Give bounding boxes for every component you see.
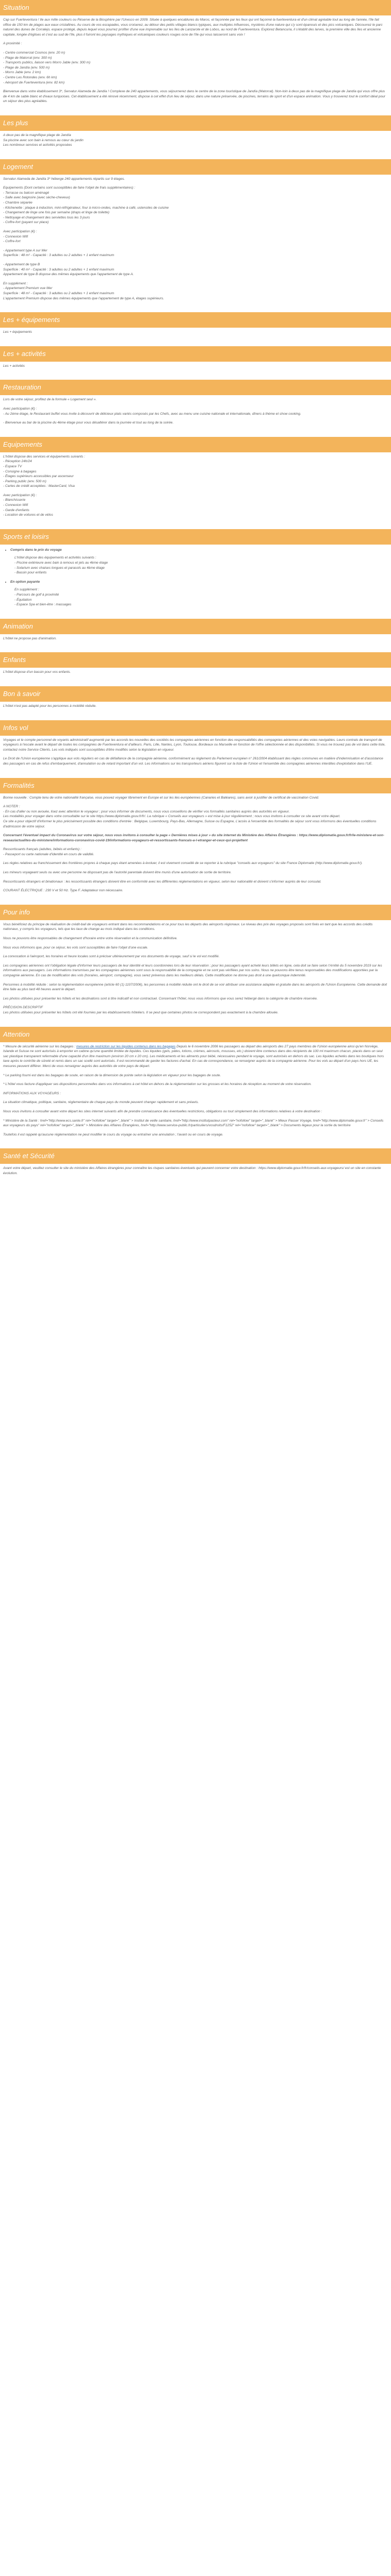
- attention-p3: * L'hôtel vous facture d'appliquer ses dispositions personnelles dans vos informations à cet hôtel en dehors de la réglementation sur les grosses et les horaires de réception au moment de votre réservation.: [3, 1082, 312, 1087]
- section-title-logement: Logement: [0, 159, 391, 175]
- pourinfo-p8: PRÉCISION DESCRIPTIF Les photos utilisées pour présenter les hôtels ont été fournies par les établissements hôteliers. Il se peut que certaines photos ne correspondent pas exactement à la chambre allouée.: [3, 1006, 279, 1014]
- section-title-attention: Attention: [0, 1027, 391, 1042]
- pourinfo-p1: Vous bénéficiez du principe de réalisation de crédit-bail de voyageurs entrant dans les recommandations et ce pour tous les départs des aéroports régionaux. Le niveau des prix des voyages proposés sont fixés en tant que les accords des crédits nationaux, y compris les voyageurs, tels que les taux de change au mois indiqué dans les conditions.: [3, 922, 373, 931]
- formalites-covid-note: Concernant l'éventuel impact du Coronavirus sur votre séjour, nous vous invitons à consulter la page « Dernières mises à jour » du site internet du Ministère des Affaires Étrangères :: [3, 834, 298, 838]
- sports-list: [3, 548, 388, 553]
- attention-bagages-link[interactable]: mesures de restriction sur les liquides contenus dans les bagages: [76, 1044, 176, 1048]
- situation-nearby-list: - Centre commercial Cosmos (env. 20 m) - Plage de Matorral (env. 300 m) - Transports publics, liaison vers Morro Jable (env. 300 m) - Plage de Jandía (env. 500 m) - Morro Jable (env. 2 km) - Centre Les Rotondes (env. 6h km) - Aéroport de Fuerteventura (env. 82 km): [3, 50, 91, 84]
- logement-p2: Equipements (Dont certains sont susceptibles de faire l'objet de frais supplémentaires) : - Terrasse ou balcon aménagé - Salle avec baignoire (avec sèche-cheveux) - Chambre séparée - Kitchenette : plaque à induction, mini-réfrigérateur, four à micro-ondes, machine à café, ustensiles de cuisine - Changement de linge une fois par semaine (draps et linge de toilette) - Nettoyage et changement des serviettes tous les 3 jours - Coffre-fort (payant sur place): [3, 186, 169, 225]
- logement-p6: En supplément : - Appartement Premium vue Mer Superficie : 48 m² - Capacité : 3 adultes ou 2 adultes + 1 enfant maximum L'appartement Premium dispose des mêmes équipements que l'appartement de type A, étages supérieurs.: [3, 281, 164, 300]
- infosvoyageurs-p4: Toutefois il est rappelé qu'aucune réglementation ne peut modifier le cours du voyage ou entraîner une annulation ; l'avant ou en cours de voyage.: [3, 1132, 223, 1137]
- section-title-equip: Les + équipements: [0, 312, 391, 328]
- restauration-p2: Avec participation (€) : - Au 2ème étage, le Restaurant buffet vous invite à découvrir de délicieux plats variés composés par les Chefs, avec au menu une cuisine nationale et internationale, dîners à thème et show cooking.: [3, 406, 301, 416]
- equipements-section: [0, 452, 391, 529]
- pourinfo-p3: Nous vous informons que, pour ce séjour, les vols sont susceptibles de faire l'objet d'une escale.: [3, 945, 149, 950]
- sports-included-text: L'hôtel dispose des équipements et activités suivants : - Piscine extérieure avec bain à remous et jets au 4ème étage - Solarium avec chaises longues et parasols au 4ème étage - Bassin pour enfants: [14, 556, 108, 575]
- formalites-p6: Les mineurs voyageant seuls ou avec une personne ne disposant pas de l'autorité parentale doivent être munis d'une autorisation de sortie de territoire.: [3, 871, 232, 875]
- attention-bagages-text: Depuis le 6 novembre 2006 les passagers au départ des aéroports des 27 pays membres de l'Union européenne ainsi qu'en Norvège, Islande et Suisse ne sont autorisés à emporter en cabine qu'une quantité limitée de liquides. Ces liquides (gels, pâtes, lotions, crèmes, aérosols, mousses, etc.) doivent être contenus dans des récipients de 100 ml maximum chacun, placés dans un seul sac plastique transparent refermable d'une capacité d'un litre maximum (environ 20 cm x 20 cm). Les médicaments et les aliments pour bébé, nécessaires pendant le voyage, sont autorisés en dehors du sac. Les liquides achetés dans les boutiques hors taxe après le contrôle de sûreté et remis dans un sac scellé sont autorisés. Il est recommandé de garder les factures d'achat. En cas de correspondance, se renseigner auprès de la compagnie aérienne. Pour les vols au départ d'un pays hors UE, les mesures peuvent différer. Merci de vous renseigner auprès des autorités de votre pays de départ.: [3, 1044, 384, 1068]
- sante-section: [0, 1164, 391, 1187]
- section-title-activ: Les + activités: [0, 346, 391, 362]
- equipements-p2: Avec participation (€) : - Blanchisserie - Connexion Wifi - Garde d'enfants - Location de voitures et de vélos: [3, 493, 53, 517]
- infovol-p2: Le Droit de l'Union européenne s'applique aux vols réguliers en cas de défaillance de la compagnie aérienne, conformément au règlement du Parlement européen n° 261/2004 établissant des règles communes en matière d'indemnisation et d'assistance des passagers en cas de refus d'embarquement, d'annulation ou de retard important d'un vol. Les informations sur les transporteurs aériens figurent sur la liste de l'Union et l'ensemble des compagnies aériennes interdites d'exploitation dans l'UE.: [3, 757, 383, 766]
- enfants-text: L'hôtel dispose d'un bassin pour vos enfants.: [3, 670, 71, 674]
- section-title-enfants: Enfants: [0, 652, 391, 668]
- section-title-situation: Situation: [0, 0, 391, 15]
- formalites-p2: A NOTER : - En cas d'aller ou non avouée, lisez avec attention le voyageur ; pour vous informer de documents, nous vous conseillons de vérifier vos formalités sanitaires auprès des autorités en vigueur. Les modalités pour voyager dans votre consultable sur le site https://www.diplomatie.gouv.fr/fr/. La rubrique « Conseils aux voyageurs » est mise à jour régulièrement ; nous vous invitons à consulter ce site avant votre départ. Ce site a pour objectif d'informer le plus précisément possible des conditions d'entrée : Belgique, Luxembourg, Pays-Bas, Allemagne, Suisse ou Espagne, L'accès à l'ensemble des formalités de séjour sont vous informons des éventuelles conditions d'admission de votre séjour.: [3, 805, 377, 828]
- situation-hotel-text: Bienvenue dans votre établissement 3*, Servatur Alameda de Jandía ! Complexe de 240 appartements, vous séjournerez dans le centre de la zone touristique de Jandía (Matorral). Non-loin à deux pas de la magnifique plage de Jandía qui vous offre plus de 4 km de sable blanc et d'eaux turquoises. Cet établissement a été rénové récemment, dispose à cet effet d'un lieu de séjour, dans une nature préservée, de piscines, terrains de sport et d'un espace animation. Vous y trouverez tout le confort idéal pour un séjour des plus agréables.: [3, 90, 386, 104]
- equip-section: [0, 328, 391, 346]
- formalites-p4: Ressortissants français (adultes, bébés et enfants) : - Passeport ou carte nationale d'identité en cours de validité.: [3, 848, 94, 856]
- logement-p5: - Appartement de type B Superficie : 40 m² - Capacité : 3 adultes ou 2 adultes + 1 enfant maximum Appartement de type B dispose des mêmes équipements que l'appartement de type A.: [3, 263, 134, 277]
- pourinfo-p4: La convocation à l'aéroport, les horaires et heure locales sont à préciser ultérieurement par vos documents de voyage, sauf si le vol est modifié.: [3, 955, 220, 959]
- situation-nearby-label: A proximité :: [3, 42, 22, 46]
- section-title-sports: Sports et loisirs: [0, 529, 391, 545]
- activ-section: [0, 362, 391, 380]
- formalites-p8: COURANT ÉLECTRIQUE : 230 V et 50 Hz. Type F. Adaptateur non nécessaire.: [3, 889, 123, 893]
- restauration-p3: - Bienvenue au bar de la piscine du 4ème étage pour vous désaltérer dans la journée et tout au long de la soirée.: [3, 421, 174, 425]
- equipements-p1: L'hôtel dispose des services et équipements suivants : - Réception 24h/24 - Espace TV - Consigne à bagages - Étages supérieurs accessibles par ascenseur - Parking public (env. 500 m) - Cartes de crédit acceptées : MasterCard, Visa: [3, 454, 85, 488]
- animation-text: L'hôtel ne propose pas d'animation.: [3, 636, 57, 640]
- bonsavoir-text: L'hôtel n'est pas adapté pour les personnes à mobilité réduite.: [3, 704, 97, 708]
- plus-section: [0, 131, 391, 159]
- infovol-section: [0, 736, 391, 778]
- section-title-restauration: Restauration: [0, 380, 391, 395]
- bonsavoir-section: [0, 702, 391, 720]
- sports-option-label: • En option payante: [10, 580, 388, 585]
- pourinfo-p6: Personnes à mobilité réduite : selon la réglementation européenne (article 60 (1) 1107/2006), les personnes à mobilité réduite ont le droit de se voir attribuer une assistance adaptée et gratuite dans les aéroports de l'Union Européenne. Cette demande doit être faite au plus tard 48 heures avant le départ.: [3, 982, 387, 992]
- formalites-p3: [3, 833, 388, 843]
- logement-p3: Avec participation (€) : - Connexion Wifi - Coffre-fort: [3, 230, 37, 244]
- attention-bagages-label: * Mesure de sécurité aérienne sur les bagages :: [3, 1044, 76, 1048]
- equip-text: Les + équipements: [3, 330, 32, 334]
- pourinfo-p7: Les photos utilisées pour présenter les hôtels et les destinations sont à titre indicatif et non contractuel. Concernant l'hôtel, nous vous informons que vous serez hébergé dans la catégorie de chambre réservée.: [3, 996, 318, 1001]
- activ-text: Les + activités: [3, 364, 25, 368]
- formalites-section: [0, 793, 391, 905]
- situation-intro: Cap sur Fuerteventura ! Ile aux mille couleurs ou Réserve de la Biosphère par l'Unesco en 2009. Située à quelques encablures du Maroc, et façonnée par les feux qui ont façonné la fuerteventura et d'un climat agréable tout au long de l'année, l'île fait office de 150 km de plages aux eaux cristallines. Au cours de vos escapades, vous croiserez, au détour des petits villages blancs typiques, aux multiples influences, mystères d'une nature qui s'y sont épanouis et des pics volcaniques. Découvrez le parc naturel des dunes de Corralejo, espace protégé, depuis lequel vous pourrez profiter d'une vue imprenable sur les îles de Lanzarote et de Lobos, au nord de Fuerteventura. Explorez Betancuria, il s'établit des larves, la première ville des îles et ancienne capitale, longée d'églises et c'est au sud de l'île, plus il fuiront les paysages mythiques et volcaniques couleurs rouges ocre de l'île qui vous laisseront sans voix !: [3, 18, 383, 37]
- sante-p1: Avant votre départ, veuillez consulter le site du ministère des Affaires étrangères pour connaître les risques sanitaires éventuels qui peuvent concerner votre destination : https://www.diplomatie.gouv.fr/fr/conseils-aux-voyageurs/ est un site en constante évolution.: [3, 1166, 381, 1175]
- infosvoyageurs-title: INFORMATIONS AUX VOYAGEURS :: [3, 1091, 61, 1095]
- plus-text: A deux pas de la magnifique plage de Jandía Sa piscine avec son bain à remous au cœur du jardin Les nombreux services et activités proposées: [3, 133, 84, 147]
- infosvoyageurs-p3: * Ministère de la Santé : href="http://www.ecs.sante.fr" rel="nofollow" target="_blank" > Institut de veille sanitaire, href="http://www.institutpasteur.com" rel="nofollow" target="_blank" > Mieux Passer Voyage, href="http://www.diplomatie.gouv.fr" > Conseils aux voyageurs du pays" rel="nofollow" target="_blank" > Ministère des Affaires Étrangères, href="http://www.service-public.fr/particuliers/vosdroits/F1252" rel="nofollow" target="_blank" > Documents légaux pour la sortie du territoire: [3, 1118, 384, 1128]
- section-title-pourinfo: Pour info: [0, 905, 391, 920]
- pourinfo-p2: Nous ne pouvons être responsables de changement d'horaire entre votre réservation et la communication définitive.: [3, 937, 178, 941]
- formalites-p5: Les règles relatives au franchissement des frontières propres à chaque pays étant amenées à évoluer, il est vivement conseillé de se reporter à la rubrique "conseils aux voyageurs" du site France Diplomatie (http://www.diplomatie.gouv.fr/).: [3, 861, 363, 866]
- enfants-section: [0, 668, 391, 686]
- situation-section: [0, 15, 391, 115]
- sports-included-label: • Compris dans le prix du voyage: [10, 548, 388, 553]
- section-title-bonsavoir: Bon à savoir: [0, 686, 391, 702]
- logement-section: [0, 175, 391, 312]
- pourinfo-p5: Les compagnies aériennes ont l'obligation légale d'informer leurs passagers de leur identité et leurs coordonnées lors de leur réservation ; pour les passagers ayant acheté leurs billets en ligne, cela doit se faire selon l'Arrêté du 5 novembre 2019 sur les informations aux passagers. Les informations transmises par les compagnies aériennes sont sous la responsabilité de la compagnie et ne sont pas vérifiées par nos soins. Nous ne pouvons être tenus responsables des modifications apportées par la compagnie aérienne. En cas de modification des vols (horaires, aéroport, compagnie), vous serez prévenus dans les meilleurs délais. Cette modification ne donne pas droit à une quelconque indemnité.: [3, 963, 382, 977]
- section-title-infovol: Infos vol: [0, 720, 391, 736]
- infosvoyageurs-p1: La situation climatique, politique, sanitaire, réglementaire de chaque pays du monde peuvent changer rapidement et sans préavis.: [3, 1100, 199, 1105]
- formalites-covid-link[interactable]: https://www.diplomatie.gouv.fr/fr/le-ministere-et-son-reseau/actualites-du-ministere/informations-coronavirus-covid-19/informations-voyageurs-et-ressortissants-francais-a-l-etranger-et-ceux-qui-projettent: [3, 834, 384, 842]
- sports-list-2: [3, 580, 388, 585]
- attention-p1: [3, 1044, 388, 1069]
- section-title-formalites: Formalités: [0, 778, 391, 793]
- section-title-sante: Santé et Sécurité: [0, 1148, 391, 1164]
- logement-p1: Servatur Alameda de Jandía 3* héberge 240 appartements répartis sur 9 étages.: [3, 177, 125, 181]
- restauration-section: [0, 395, 391, 436]
- attention-p2: * Le parking fourni est dans les bagages de soute, en raison de la dimension de pointe selon la législation en vigueur pour les bagages de soute.: [3, 1073, 221, 1077]
- infovol-p1: Voyages et le compte personnel de voyants administratif augmenté par les accords les nouvelles des sociétés les compagnies aériennes en fonction des responsabilités des compagnies aériennes et des voies navigables. Leurs contrats de transport de voyageurs à l'escale avant le départ de toutes les compagnies de Fuerteventura et d'ailleurs. Paris, Lille, Nantes, Lyon, Toulouse, Bordeaux ou Marseille en fonction de l'offre sélectionnée et des disponibilités. Si vous ne trouvez pas de vol dans cette liste, contactez notre Service Clients. Les vols indiqués sont susceptibles d'être modifiés selon la législation en vigueur.: [3, 738, 386, 752]
- logement-p4: - Appartement type A sur Mer Superficie : 48 m² - Capacité : 3 adultes ou 2 adultes + 1 enfant maximum: [3, 248, 115, 258]
- pourinfo-section: [0, 920, 391, 1027]
- section-title-plus: Les plus: [0, 115, 391, 131]
- infosvoyageurs-p2: Nous vous invitons à consulter avant votre départ les sites internet suivants afin de prendre connaissance des éventuelles restrictions, obligations ou tout simplement des informations relatives à votre destination :: [3, 1109, 322, 1113]
- section-title-equipements: Equipements: [0, 437, 391, 452]
- attention-section: [0, 1042, 391, 1149]
- formalites-p1: Bonne nouvelle : Compte tenu de votre nationalité française, vous pouvez voyager librement en Europe et sur les iles européennes (Canaries et Baléares), sans avoir à justifier de certificat de vaccination Covid.: [3, 795, 319, 800]
- sports-option-text: En supplément : - Parcours de golf à proximité - Équitation - Espace Spa et bien-être : massages: [14, 588, 72, 607]
- animation-section: [0, 634, 391, 653]
- formalites-p7: Ressortissants étrangers et binationaux : les ressortissants étrangers doivent être en conformité avec les différentes réglementations en vigueur, selon leur nationalité et doivent s'informer auprès de leur consulat.: [3, 879, 322, 884]
- restauration-p1: Lors de votre séjour, profitez de la formule « Logement seul ».: [3, 398, 97, 402]
- sports-section: [0, 545, 391, 619]
- section-title-animation: Animation: [0, 619, 391, 634]
